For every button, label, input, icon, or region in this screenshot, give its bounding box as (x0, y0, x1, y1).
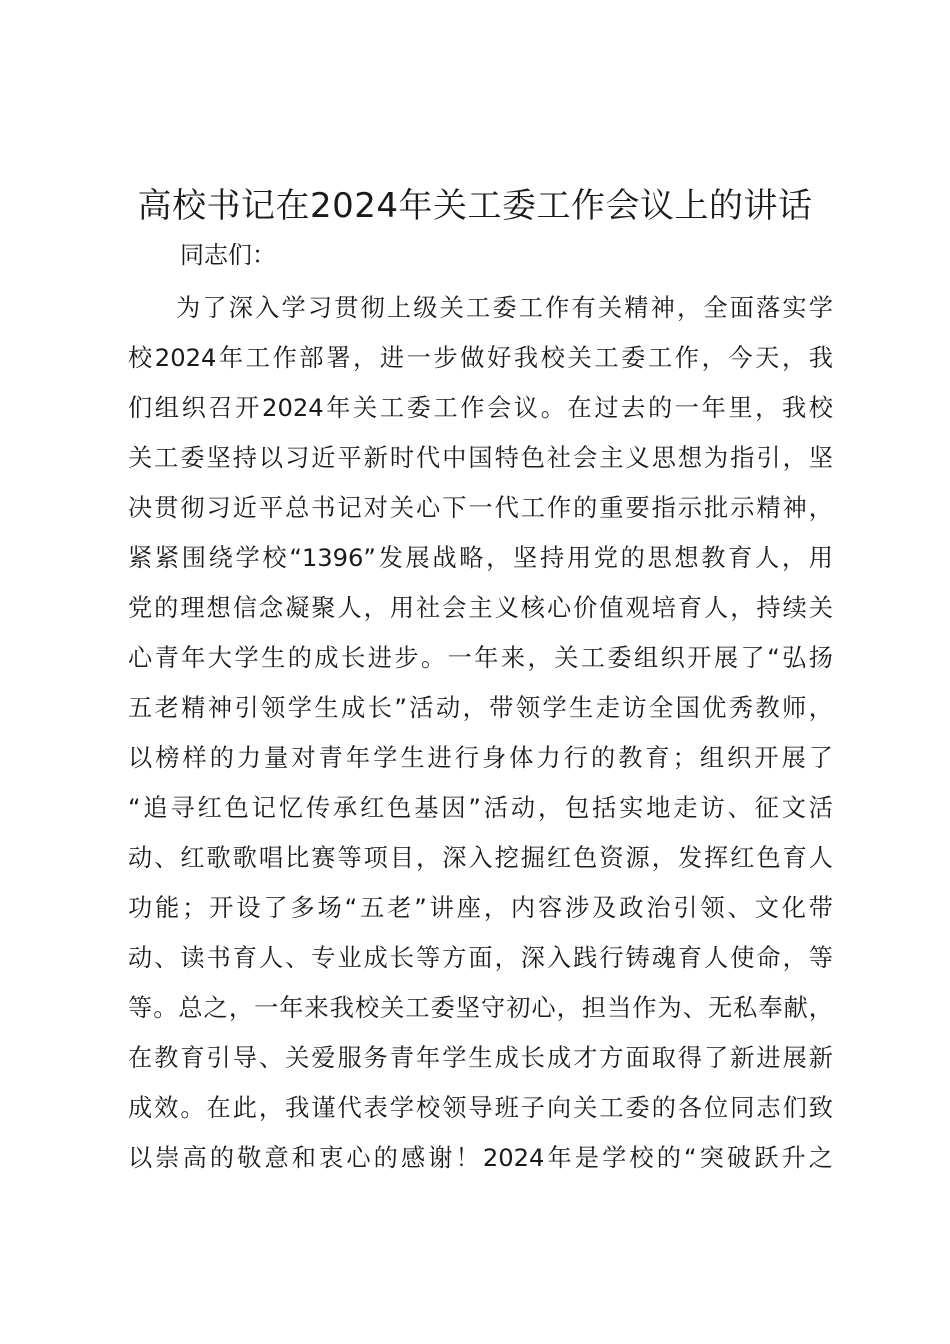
paragraph-line: 关工委坚持以习近平新时代中国特色社会主义思想为指引，坚 (128, 444, 833, 472)
paragraph-line: “追寻红色记忆传承红色基因”活动，包括实地走访、征文活 (128, 794, 833, 822)
paragraph-line: 们组织召开2024年关工委工作会议。在过去的一年里，我校 (128, 394, 833, 422)
paragraph-line: 为了深入学习贯彻上级关工委工作有关精神，全面落实学 (176, 294, 833, 322)
paragraph-line: 心青年大学生的成长进步。一年来，关工委组织开展了“弘扬 (128, 644, 833, 672)
paragraph-line: 动、红歌歌唱比赛等项目，深入挖掘红色资源，发挥红色育人 (128, 844, 833, 872)
paragraph-line: 成效。在此，我谨代表学校领导班子向关工委的各位同志们致 (128, 1094, 833, 1122)
paragraph-line: 在教育引导、关爱服务青年学生成长成才方面取得了新进展新 (128, 1044, 833, 1072)
paragraph-line: 紧紧围绕学校“1396”发展战略，坚持用党的思想教育人，用 (128, 544, 833, 572)
paragraph-line: 党的理想信念凝聚人，用社会主义核心价值观培育人，持续关 (128, 594, 833, 622)
paragraph-line: 功能；开设了多场“五老”讲座，内容涉及政治引领、文化带 (128, 894, 833, 922)
paragraph-line: 五老精神引领学生成长”活动，带领学生走访全国优秀教师， (128, 694, 833, 722)
paragraph-line: 以榜样的力量对青年学生进行身体力行的教育；组织开展了 (128, 744, 833, 772)
paragraph-line: 动、读书育人、专业成长等方面，深入践行铸魂育人使命，等 (128, 944, 833, 972)
salutation: 同志们： (180, 241, 276, 269)
body-paragraph (128, 283, 833, 1183)
paragraph-line: 等。总之，一年来我校关工委坚守初心，担当作为、无私奉献， (128, 994, 833, 1022)
document-title: 高校书记在2024年关工委工作会议上的讲话 (137, 186, 813, 226)
paragraph-line: 决贯彻习近平总书记对关心下一代工作的重要指示批示精神， (128, 494, 833, 522)
paragraph-line: 校2024年工作部署，进一步做好我校关工委工作，今天，我 (128, 344, 833, 372)
paragraph-line: 以崇高的敬意和衷心的感谢！2024年是学校的“突破跃升之 (128, 1144, 833, 1172)
